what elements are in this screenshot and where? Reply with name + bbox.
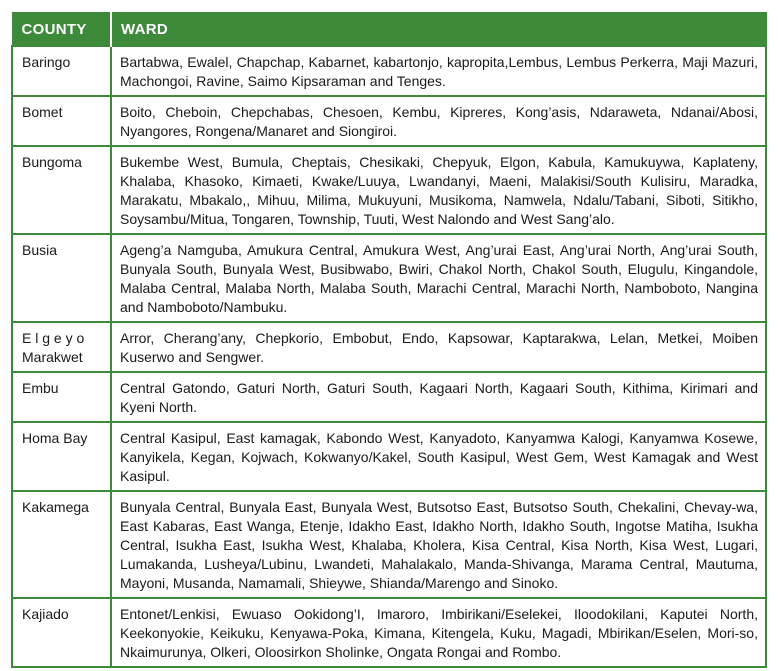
table-row — [12, 146, 766, 234]
county-cell: Bomet — [12, 96, 111, 146]
table-row — [12, 322, 766, 372]
ward-cell: Arror, Cherang’any, Chepkorio, Embobut, Endo, Kapsowar, Kaptarakwa, Lelan, Metkei, Moiben Kuserwo and Sengwer. — [111, 322, 766, 372]
county-cell: Kakamega — [12, 491, 111, 598]
county-ward-table — [11, 12, 767, 668]
ward-cell: Boito, Cheboin, Chepchabas, Chesoen, Kembu, Kipreres, Kong’asis, Ndaraweta, Ndanai/Abosi, Nyangores, Rongena/Manaret and Siongiroi. — [111, 96, 766, 146]
ward-cell: Central Gatondo, Gaturi North, Gaturi South, Kagaari North, Kagaari South, Kithima, Kirimari and Kyeni North. — [111, 372, 766, 422]
table-row — [12, 372, 766, 422]
table-row — [12, 491, 766, 598]
county-cell: Busia — [12, 234, 111, 322]
table-row — [12, 234, 766, 322]
ward-cell: Ageng’a Namguba, Amukura Central, Amukura West, Ang’urai East, Ang’urai North, Ang’urai South, Bunyala South, Bunyala West, Busibwabo, Bwiri, Chakol North, Chakol South, Elugulu, Kingandole, Malaba Central, Malaba North, Malaba South, Marachi Central, Marachi North, Namboboto, Nangina and Namboboto/Nambuku. — [111, 234, 766, 322]
ward-cell: Bukembe West, Bumula, Cheptais, Chesikaki, Chepyuk, Elgon, Kabula, Kamukuywa, Kaplateny, Khalaba, Khasoko, Kimaeti, Kwake/Luuya, Lwandanyi, Maeni, Malakisi/South Kulisiru, Maradka, Marakatu, Mbakalo,, Mihuu, Milima, Mukuyuni, Musikoma, Namwela, Ndalu/Tabani, Siboti, Sitikho, Soysambu/Mitua, Tongaren, Township, Tuuti, West Nalondo and West Sang’alo. — [111, 146, 766, 234]
table-header-row — [12, 13, 766, 47]
county-cell: Baringo — [12, 46, 111, 96]
county-cell: Embu — [12, 372, 111, 422]
county-cell: Bungoma — [12, 146, 111, 234]
ward-cell: Bunyala Central, Bunyala East, Bunyala West, Butsotso East, Butsotso South, Chekalini, Chevay-wa, East Kabaras, East Wanga, Etenje, Idakho East, Idakho North, Idakho South, Ingotse Matiha, Isukha Central, Isukha East, Isukha West, Khalaba, Kholera, Kisa Central, Kisa North, Kisa West, Lugari, Lumakanda, Lusheya/Lubinu, Lwandeti, Mahalakalo, Manda-Shivanga, Marama Central, Mautuma, Mayoni, Musanda, Namamali, Shieywe, Shianda/Marengo and Sinoko. — [111, 491, 766, 598]
county-cell: Kajiado — [12, 598, 111, 667]
table-row — [12, 96, 766, 146]
ward-column-header: WARD — [111, 13, 766, 47]
county-column-header: COUNTY — [12, 13, 111, 47]
ward-cell: Bartabwa, Ewalel, Chapchap, Kabarnet, kabartonjo, kapropita,Lembus, Lembus Perkerra, Maji Mazuri, Machongoi, Ravine, Saimo Kipsaraman and Tenges. — [111, 46, 766, 96]
table-row — [12, 422, 766, 491]
ward-cell: Central Kasipul, East kamagak, Kabondo West, Kanyadoto, Kanyamwa Kalogi, Kanyamwa Kosewe, Kanyikela, Kegan, Kojwach, Kokwanyo/Kakel, South Kasipul, West Gem, West Kamagak and West Kasipul. — [111, 422, 766, 491]
county-cell: Homa Bay — [12, 422, 111, 491]
ward-cell: Entonet/Lenkisi, Ewuaso Ookidong’I, Imaroro, Imbirikani/Eselekei, Iloodokilani, Kaputei North, Keekonyokie, Keikuku, Kenyawa-Poka, Kimana, Kitengela, Kuku, Magadi, Mbirikan/Eselen, Mori-so, Nkaimurunya, Olkeri, Oloosirkon Sholinke, Ongata Rongai and Rombo. — [111, 598, 766, 667]
table-row — [12, 598, 766, 667]
table-body — [12, 46, 766, 667]
table-row — [12, 46, 766, 96]
county-cell: E l g e y o Marakwet — [12, 322, 111, 372]
